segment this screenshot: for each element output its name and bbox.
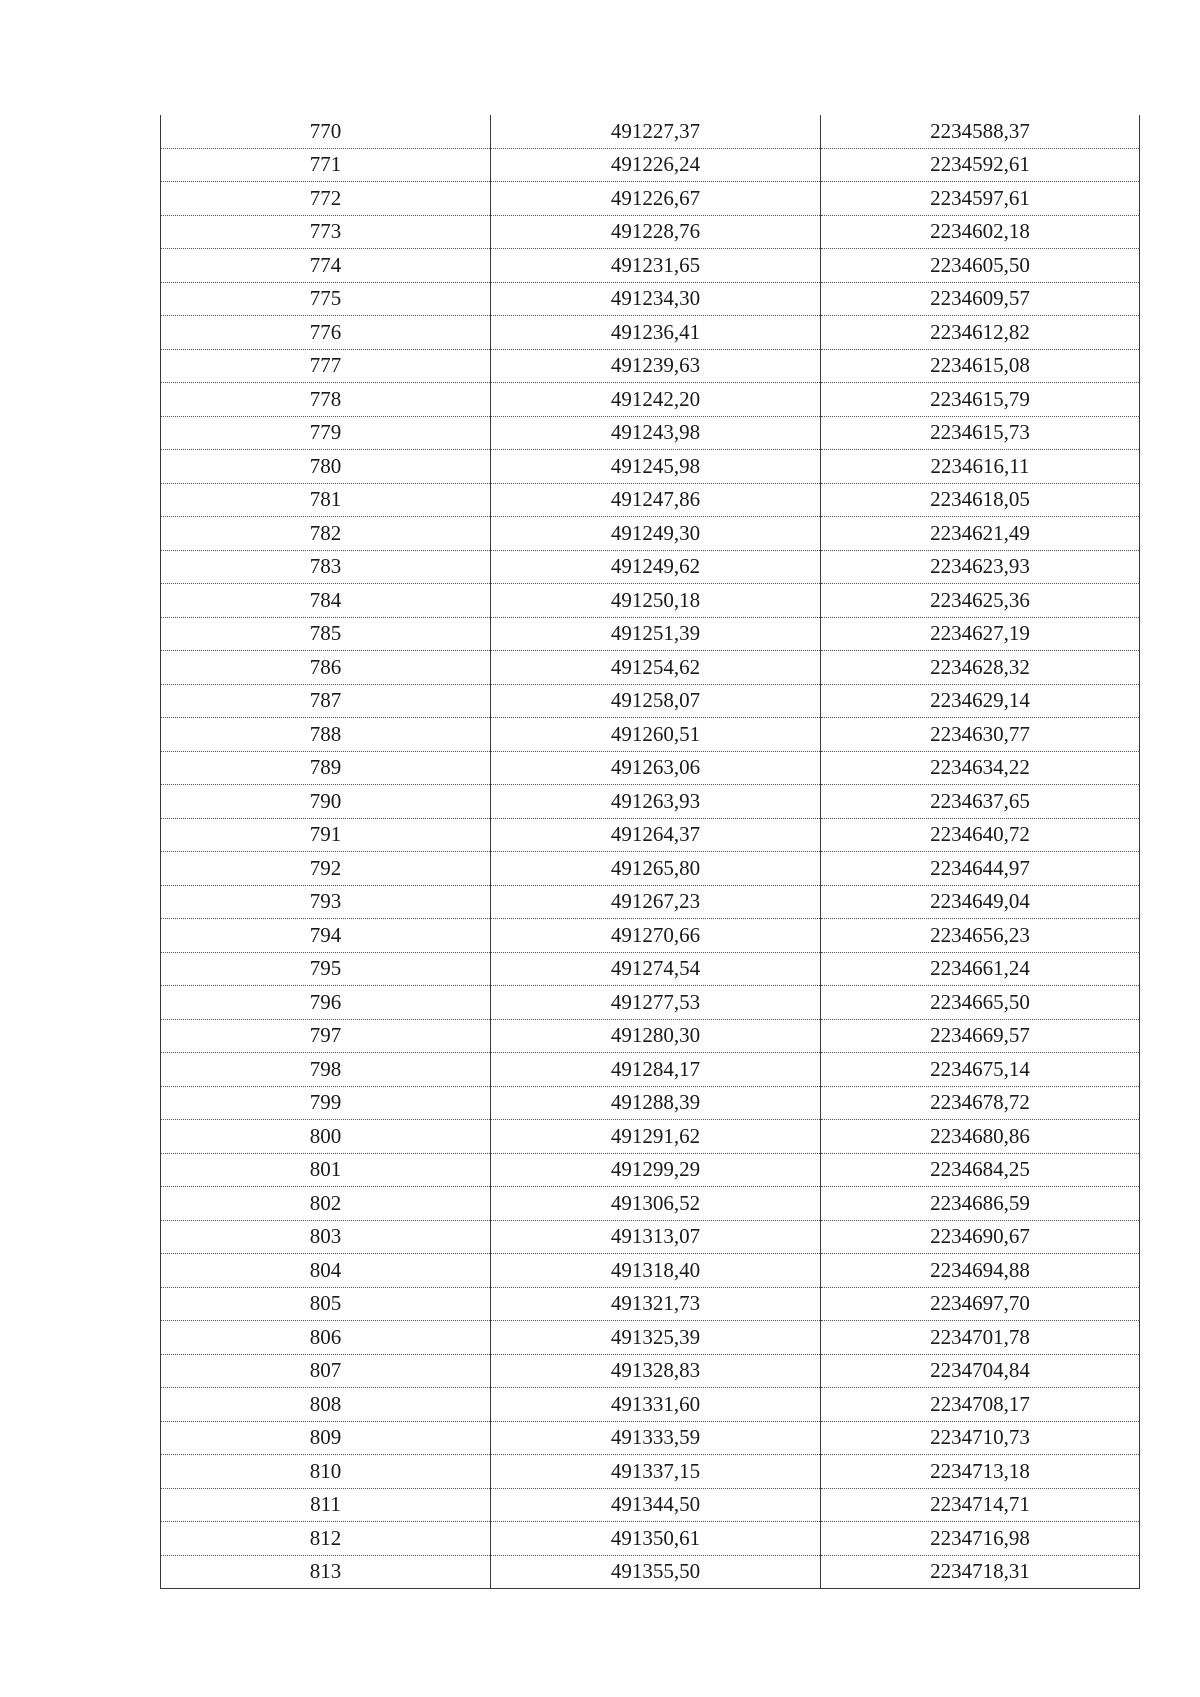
table-row xyxy=(161,651,1140,685)
x-coordinate-cell: 491236,41 xyxy=(491,316,821,350)
table-row xyxy=(161,617,1140,651)
table-row xyxy=(161,751,1140,785)
x-coordinate-cell: 491258,07 xyxy=(491,684,821,718)
x-coordinate-cell: 491284,17 xyxy=(491,1053,821,1087)
y-coordinate-cell: 2234602,18 xyxy=(821,215,1140,249)
x-coordinate-cell: 491274,54 xyxy=(491,952,821,986)
y-coordinate-cell: 2234718,31 xyxy=(821,1555,1140,1589)
point-number-cell: 791 xyxy=(161,818,491,852)
table-row xyxy=(161,818,1140,852)
y-coordinate-cell: 2234678,72 xyxy=(821,1086,1140,1120)
table-row xyxy=(161,282,1140,316)
table-row xyxy=(161,1086,1140,1120)
y-coordinate-cell: 2234649,04 xyxy=(821,885,1140,919)
table-row xyxy=(161,349,1140,383)
table-row xyxy=(161,148,1140,182)
point-number-cell: 801 xyxy=(161,1153,491,1187)
table-row xyxy=(161,215,1140,249)
y-coordinate-cell: 2234661,24 xyxy=(821,952,1140,986)
table-row xyxy=(161,1421,1140,1455)
x-coordinate-cell: 491226,24 xyxy=(491,148,821,182)
point-number-cell: 778 xyxy=(161,383,491,417)
y-coordinate-cell: 2234615,79 xyxy=(821,383,1140,417)
y-coordinate-cell: 2234609,57 xyxy=(821,282,1140,316)
point-number-cell: 793 xyxy=(161,885,491,919)
x-coordinate-cell: 491263,06 xyxy=(491,751,821,785)
x-coordinate-cell: 491280,30 xyxy=(491,1019,821,1053)
y-coordinate-cell: 2234612,82 xyxy=(821,316,1140,350)
x-coordinate-cell: 491250,18 xyxy=(491,584,821,618)
table-row xyxy=(161,1019,1140,1053)
y-coordinate-cell: 2234621,49 xyxy=(821,517,1140,551)
table-row xyxy=(161,986,1140,1020)
y-coordinate-cell: 2234634,22 xyxy=(821,751,1140,785)
point-number-cell: 808 xyxy=(161,1388,491,1422)
y-coordinate-cell: 2234684,25 xyxy=(821,1153,1140,1187)
point-number-cell: 776 xyxy=(161,316,491,350)
coordinates-table-body xyxy=(161,115,1140,1589)
x-coordinate-cell: 491260,51 xyxy=(491,718,821,752)
table-row xyxy=(161,1220,1140,1254)
x-coordinate-cell: 491264,37 xyxy=(491,818,821,852)
coordinates-table xyxy=(160,115,1140,1589)
y-coordinate-cell: 2234656,23 xyxy=(821,919,1140,953)
point-number-cell: 784 xyxy=(161,584,491,618)
table-row xyxy=(161,1522,1140,1556)
y-coordinate-cell: 2234629,14 xyxy=(821,684,1140,718)
point-number-cell: 792 xyxy=(161,852,491,886)
table-row xyxy=(161,450,1140,484)
point-number-cell: 777 xyxy=(161,349,491,383)
point-number-cell: 803 xyxy=(161,1220,491,1254)
y-coordinate-cell: 2234669,57 xyxy=(821,1019,1140,1053)
point-number-cell: 779 xyxy=(161,416,491,450)
point-number-cell: 810 xyxy=(161,1455,491,1489)
point-number-cell: 813 xyxy=(161,1555,491,1589)
point-number-cell: 806 xyxy=(161,1321,491,1355)
table-row xyxy=(161,952,1140,986)
point-number-cell: 780 xyxy=(161,450,491,484)
y-coordinate-cell: 2234694,88 xyxy=(821,1254,1140,1288)
y-coordinate-cell: 2234644,97 xyxy=(821,852,1140,886)
y-coordinate-cell: 2234637,65 xyxy=(821,785,1140,819)
table-row xyxy=(161,416,1140,450)
point-number-cell: 797 xyxy=(161,1019,491,1053)
table-row xyxy=(161,1321,1140,1355)
x-coordinate-cell: 491333,59 xyxy=(491,1421,821,1455)
y-coordinate-cell: 2234665,50 xyxy=(821,986,1140,1020)
table-row xyxy=(161,115,1140,148)
point-number-cell: 783 xyxy=(161,550,491,584)
point-number-cell: 770 xyxy=(161,115,491,148)
table-row xyxy=(161,1153,1140,1187)
point-number-cell: 771 xyxy=(161,148,491,182)
table-row xyxy=(161,1488,1140,1522)
point-number-cell: 811 xyxy=(161,1488,491,1522)
y-coordinate-cell: 2234690,67 xyxy=(821,1220,1140,1254)
table-row xyxy=(161,1254,1140,1288)
table-row xyxy=(161,517,1140,551)
table-row xyxy=(161,1120,1140,1154)
x-coordinate-cell: 491355,50 xyxy=(491,1555,821,1589)
y-coordinate-cell: 2234592,61 xyxy=(821,148,1140,182)
y-coordinate-cell: 2234615,08 xyxy=(821,349,1140,383)
point-number-cell: 788 xyxy=(161,718,491,752)
y-coordinate-cell: 2234597,61 xyxy=(821,182,1140,216)
table-row xyxy=(161,584,1140,618)
point-number-cell: 802 xyxy=(161,1187,491,1221)
table-row xyxy=(161,182,1140,216)
x-coordinate-cell: 491227,37 xyxy=(491,115,821,148)
point-number-cell: 790 xyxy=(161,785,491,819)
point-number-cell: 795 xyxy=(161,952,491,986)
point-number-cell: 796 xyxy=(161,986,491,1020)
table-row xyxy=(161,718,1140,752)
table-row xyxy=(161,1555,1140,1589)
x-coordinate-cell: 491277,53 xyxy=(491,986,821,1020)
x-coordinate-cell: 491247,86 xyxy=(491,483,821,517)
y-coordinate-cell: 2234716,98 xyxy=(821,1522,1140,1556)
x-coordinate-cell: 491321,73 xyxy=(491,1287,821,1321)
table-row xyxy=(161,316,1140,350)
y-coordinate-cell: 2234701,78 xyxy=(821,1321,1140,1355)
point-number-cell: 804 xyxy=(161,1254,491,1288)
table-row xyxy=(161,1388,1140,1422)
table-row xyxy=(161,249,1140,283)
x-coordinate-cell: 491228,76 xyxy=(491,215,821,249)
y-coordinate-cell: 2234714,71 xyxy=(821,1488,1140,1522)
y-coordinate-cell: 2234630,77 xyxy=(821,718,1140,752)
y-coordinate-cell: 2234628,32 xyxy=(821,651,1140,685)
x-coordinate-cell: 491313,07 xyxy=(491,1220,821,1254)
y-coordinate-cell: 2234675,14 xyxy=(821,1053,1140,1087)
x-coordinate-cell: 491288,39 xyxy=(491,1086,821,1120)
x-coordinate-cell: 491344,50 xyxy=(491,1488,821,1522)
y-coordinate-cell: 2234704,84 xyxy=(821,1354,1140,1388)
table-row xyxy=(161,383,1140,417)
y-coordinate-cell: 2234697,70 xyxy=(821,1287,1140,1321)
x-coordinate-cell: 491263,93 xyxy=(491,785,821,819)
x-coordinate-cell: 491270,66 xyxy=(491,919,821,953)
point-number-cell: 800 xyxy=(161,1120,491,1154)
table-row xyxy=(161,483,1140,517)
y-coordinate-cell: 2234713,18 xyxy=(821,1455,1140,1489)
table-row xyxy=(161,684,1140,718)
x-coordinate-cell: 491318,40 xyxy=(491,1254,821,1288)
x-coordinate-cell: 491251,39 xyxy=(491,617,821,651)
x-coordinate-cell: 491325,39 xyxy=(491,1321,821,1355)
point-number-cell: 789 xyxy=(161,751,491,785)
point-number-cell: 812 xyxy=(161,1522,491,1556)
point-number-cell: 772 xyxy=(161,182,491,216)
point-number-cell: 785 xyxy=(161,617,491,651)
point-number-cell: 773 xyxy=(161,215,491,249)
x-coordinate-cell: 491249,62 xyxy=(491,550,821,584)
point-number-cell: 782 xyxy=(161,517,491,551)
point-number-cell: 807 xyxy=(161,1354,491,1388)
table-row xyxy=(161,885,1140,919)
y-coordinate-cell: 2234605,50 xyxy=(821,249,1140,283)
x-coordinate-cell: 491231,65 xyxy=(491,249,821,283)
table-row xyxy=(161,1187,1140,1221)
x-coordinate-cell: 491265,80 xyxy=(491,852,821,886)
x-coordinate-cell: 491249,30 xyxy=(491,517,821,551)
y-coordinate-cell: 2234640,72 xyxy=(821,818,1140,852)
point-number-cell: 794 xyxy=(161,919,491,953)
table-row xyxy=(161,1354,1140,1388)
y-coordinate-cell: 2234588,37 xyxy=(821,115,1140,148)
x-coordinate-cell: 491243,98 xyxy=(491,416,821,450)
x-coordinate-cell: 491226,67 xyxy=(491,182,821,216)
x-coordinate-cell: 491245,98 xyxy=(491,450,821,484)
y-coordinate-cell: 2234680,86 xyxy=(821,1120,1140,1154)
x-coordinate-cell: 491267,23 xyxy=(491,885,821,919)
point-number-cell: 809 xyxy=(161,1421,491,1455)
y-coordinate-cell: 2234686,59 xyxy=(821,1187,1140,1221)
y-coordinate-cell: 2234627,19 xyxy=(821,617,1140,651)
y-coordinate-cell: 2234625,36 xyxy=(821,584,1140,618)
table-row xyxy=(161,785,1140,819)
y-coordinate-cell: 2234708,17 xyxy=(821,1388,1140,1422)
point-number-cell: 799 xyxy=(161,1086,491,1120)
point-number-cell: 787 xyxy=(161,684,491,718)
point-number-cell: 781 xyxy=(161,483,491,517)
x-coordinate-cell: 491239,63 xyxy=(491,349,821,383)
point-number-cell: 774 xyxy=(161,249,491,283)
table-row xyxy=(161,1287,1140,1321)
table-row xyxy=(161,852,1140,886)
y-coordinate-cell: 2234618,05 xyxy=(821,483,1140,517)
table-row xyxy=(161,919,1140,953)
y-coordinate-cell: 2234710,73 xyxy=(821,1421,1140,1455)
x-coordinate-cell: 491299,29 xyxy=(491,1153,821,1187)
point-number-cell: 786 xyxy=(161,651,491,685)
point-number-cell: 775 xyxy=(161,282,491,316)
table-row xyxy=(161,550,1140,584)
y-coordinate-cell: 2234623,93 xyxy=(821,550,1140,584)
x-coordinate-cell: 491291,62 xyxy=(491,1120,821,1154)
y-coordinate-cell: 2234615,73 xyxy=(821,416,1140,450)
x-coordinate-cell: 491350,61 xyxy=(491,1522,821,1556)
x-coordinate-cell: 491254,62 xyxy=(491,651,821,685)
x-coordinate-cell: 491337,15 xyxy=(491,1455,821,1489)
table-row xyxy=(161,1053,1140,1087)
y-coordinate-cell: 2234616,11 xyxy=(821,450,1140,484)
x-coordinate-cell: 491234,30 xyxy=(491,282,821,316)
x-coordinate-cell: 491328,83 xyxy=(491,1354,821,1388)
x-coordinate-cell: 491331,60 xyxy=(491,1388,821,1422)
point-number-cell: 798 xyxy=(161,1053,491,1087)
point-number-cell: 805 xyxy=(161,1287,491,1321)
x-coordinate-cell: 491306,52 xyxy=(491,1187,821,1221)
table-row xyxy=(161,1455,1140,1489)
x-coordinate-cell: 491242,20 xyxy=(491,383,821,417)
